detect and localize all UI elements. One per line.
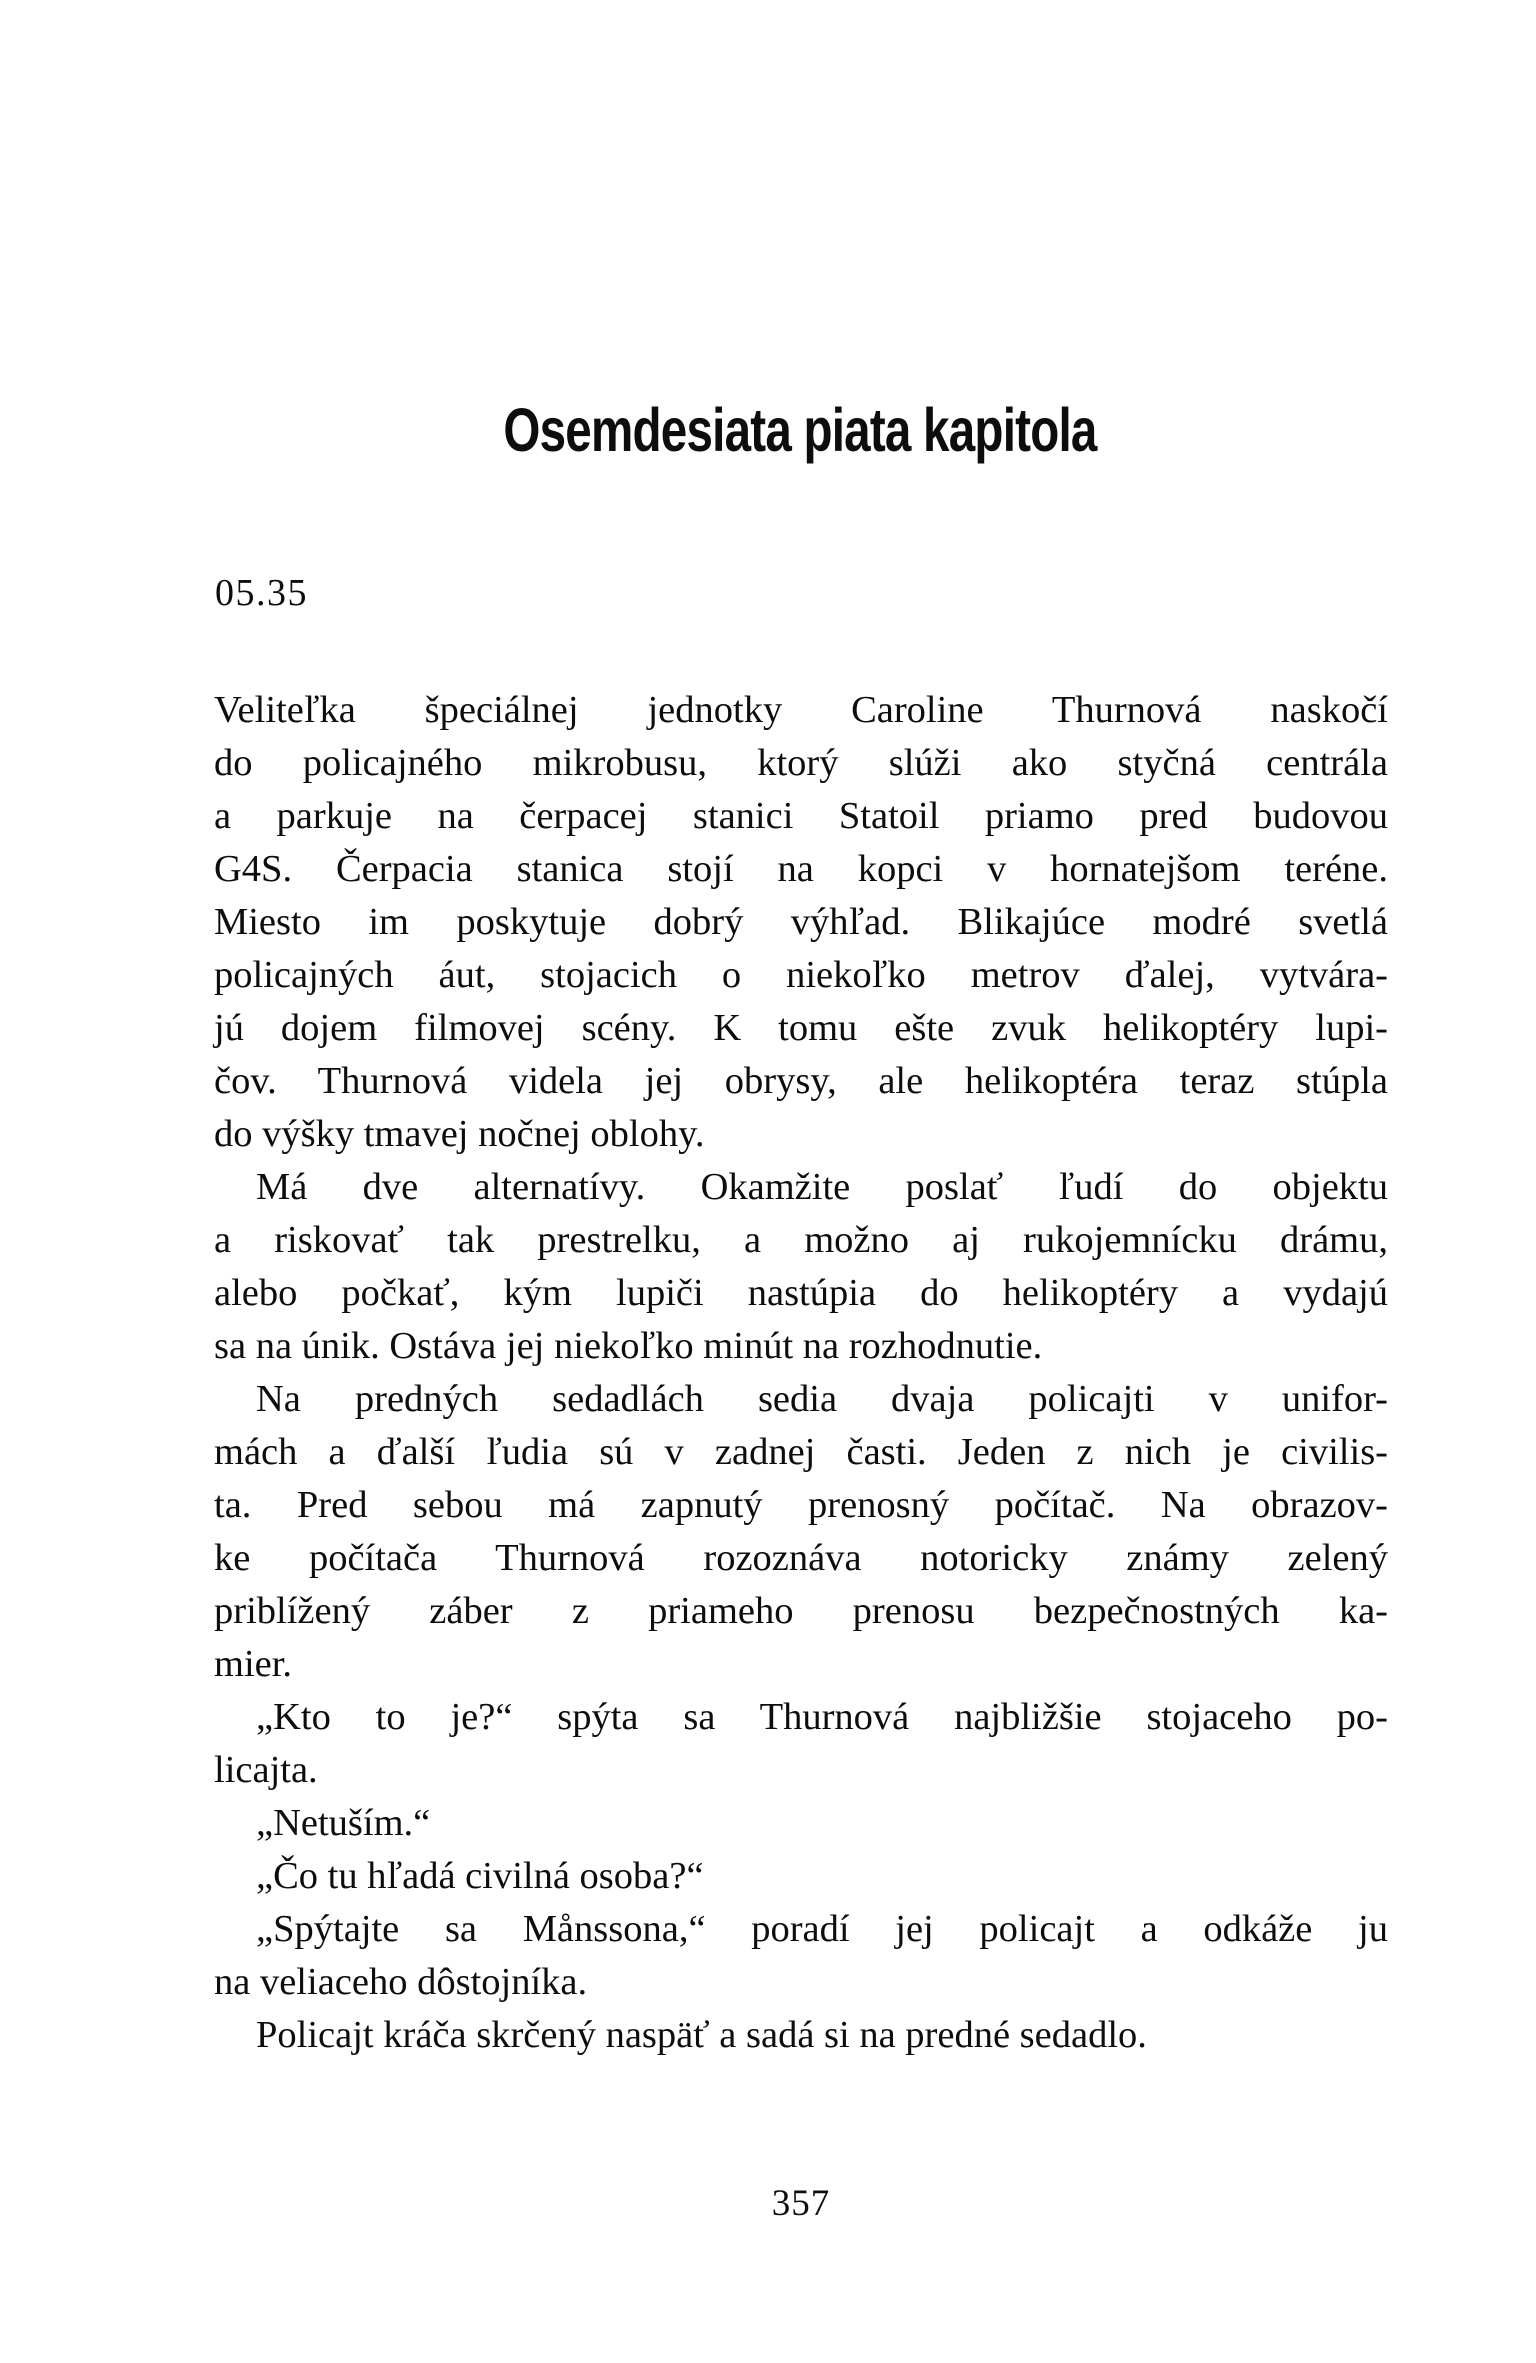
body-text: [214, 684, 1388, 2062]
text-line: Má dve alternatívy. Okamžite poslať ľudí do objektu: [256, 1166, 1388, 1208]
time-label: 05.35: [215, 572, 308, 614]
paragraph: [214, 1903, 1388, 2009]
text-line: na veliaceho dôstojníka.: [214, 1961, 588, 2003]
text-line: čov. Thurnová videla jej obrysy, ale helikoptéra teraz stúpla: [214, 1060, 1388, 1102]
text-line: do policajného mikrobusu, ktorý slúži ako styčná centrála: [214, 742, 1388, 784]
text-line: do výšky tmavej nočnej oblohy.: [214, 1113, 705, 1155]
text-line: „Čo tu hľadá civilná osoba?“: [256, 1855, 704, 1897]
paragraph: [214, 1797, 1388, 1850]
text-line: Miesto im poskytuje dobrý výhľad. Blikajúce modré svetlá: [214, 901, 1388, 943]
text-line: a parkuje na čerpacej stanici Statoil priamo pred budovou: [214, 795, 1388, 837]
chapter-heading: Osemdesiata piata kapitola: [503, 396, 1097, 464]
paragraph: [214, 2009, 1388, 2062]
text-line: a riskovať tak prestrelku, a možno aj rukojemnícku drámu,: [214, 1219, 1388, 1261]
text-line: licajta.: [214, 1749, 318, 1791]
text-line: alebo počkať, kým lupiči nastúpia do helikoptéry a vydajú: [214, 1272, 1388, 1314]
text-line: ta. Pred sebou má zapnutý prenosný počítač. Na obrazov-: [214, 1484, 1388, 1526]
text-line: „Netuším.“: [256, 1802, 431, 1844]
text-line: „Kto to je?“ spýta sa Thurnová najbližšie stojaceho po-: [256, 1696, 1388, 1738]
text-line: mách a ďalší ľudia sú v zadnej časti. Jeden z nich je civilis-: [214, 1431, 1388, 1473]
text-line: Na predných sedadlách sedia dvaja policajti v unifor-: [256, 1378, 1388, 1420]
text-line: ke počítača Thurnová rozoznáva notoricky známy zelený: [214, 1537, 1388, 1579]
paragraph: [214, 684, 1388, 1161]
paragraph: [214, 1691, 1388, 1797]
paragraph: [214, 1161, 1388, 1373]
paragraph: [214, 1850, 1388, 1903]
text-line: G4S. Čerpacia stanica stojí na kopci v hornatejšom teréne.: [214, 848, 1388, 890]
text-line: mier.: [214, 1643, 293, 1685]
text-line: sa na únik. Ostáva jej niekoľko minút na rozhodnutie.: [214, 1325, 1043, 1367]
paragraph: [214, 1373, 1388, 1691]
text-line: policajných áut, stojacich o niekoľko metrov ďalej, vytvára-: [214, 954, 1388, 996]
text-line: Veliteľka špeciálnej jednotky Caroline Thurnová naskočí: [214, 689, 1388, 731]
text-line: Policajt kráča skrčený naspäť a sadá si na predné sedadlo.: [256, 2014, 1147, 2056]
text-line: priblížený záber z priameho prenosu bezpečnostných ka-: [214, 1590, 1388, 1632]
text-line: jú dojem filmovej scény. K tomu ešte zvuk helikoptéry lupi-: [214, 1007, 1388, 1049]
page-number: 357: [771, 2183, 831, 2224]
text-line: „Spýtajte sa Månssona,“ poradí jej policajt a odkáže ju: [256, 1908, 1388, 1950]
